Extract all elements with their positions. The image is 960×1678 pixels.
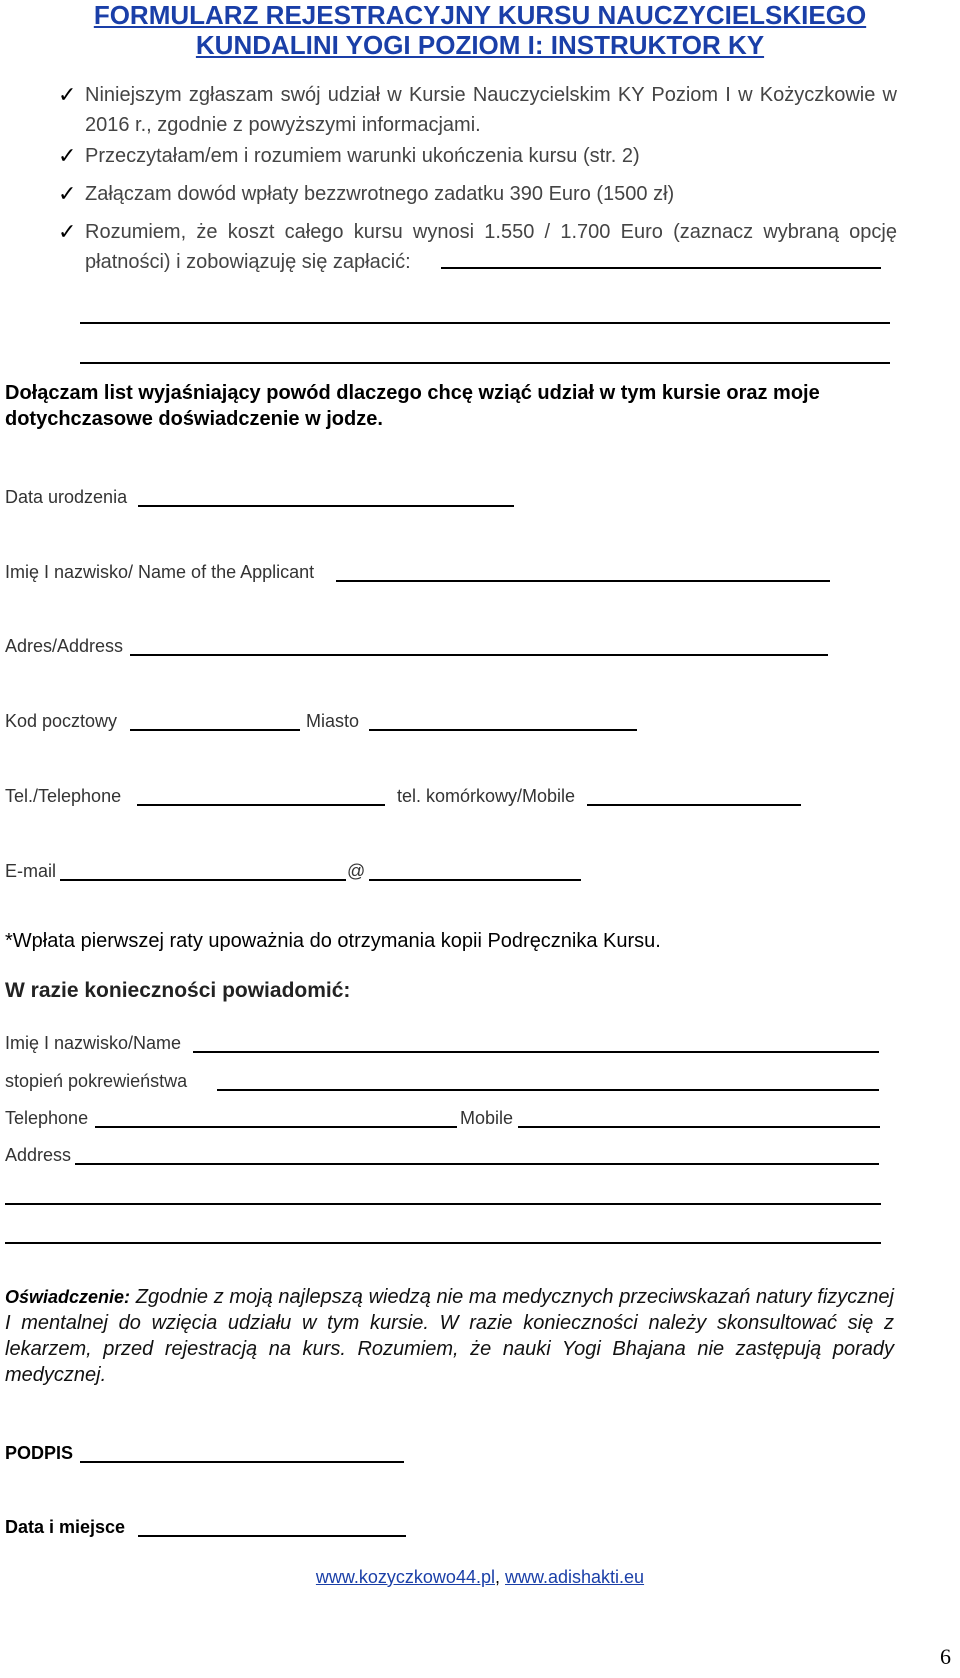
telephone-field[interactable] (137, 804, 385, 806)
checkmark-icon: ✓ (58, 181, 77, 206)
email-domain-field[interactable] (369, 879, 581, 881)
declaration-label: Oświadczenie: (5, 1287, 131, 1307)
emergency-name-label: Imię I nazwisko/Name (5, 1033, 182, 1053)
birth-date-label: Data urodzenia (5, 487, 128, 507)
relation-label: stopień pokrewieństwa (5, 1071, 188, 1091)
emergency-address-line-3[interactable] (5, 1242, 881, 1244)
applicant-name-field[interactable] (336, 580, 830, 582)
signature-label: PODPIS (5, 1443, 74, 1463)
form-title-line2: KUNDALINI YOGI POZIOM I: INSTRUKTOR KY (195, 30, 765, 60)
website-link-adishakti[interactable]: www.adishakti.eu (505, 1567, 645, 1587)
address-label: Adres/Address (5, 636, 124, 656)
address-field[interactable] (130, 654, 828, 656)
at-sign: @ (347, 861, 366, 881)
emergency-mobile-label: Mobile (460, 1108, 514, 1128)
city-field[interactable] (369, 729, 637, 731)
footer-links (0, 1567, 960, 1588)
letter-note: Dołączam list wyjaśniający powód dlaczego chcę wziąć udział w tym kursie oraz moje dotychczasowe doświadczenie w jodze. (5, 382, 820, 430)
checklist-item-registration: Niniejszym zgłaszam swój udział w Kursie Nauczycielskim KY Poziom I w Kożyczkowie w 2016 r., zgodnie z powyższymi informacjami. (85, 84, 897, 136)
emergency-address-field[interactable] (75, 1163, 879, 1165)
telephone-label: Tel./Telephone (5, 786, 122, 806)
installment-note: *Wpłata pierwszej raty upoważnia do otrzymania kopii Podręcznika Kursu. (5, 930, 661, 952)
checklist-item-cost: Rozumiem, że koszt całego kursu wynosi 1.550 / 1.700 Euro (zaznacz wybraną opcję płatności) i zobowiązuję się zapłacić: (85, 221, 897, 273)
checkmark-icon: ✓ (58, 219, 77, 244)
checklist-item-terms: Przeczytałam/em i rozumiem warunki ukończenia kursu (str. 2) (85, 145, 640, 167)
payment-line-1[interactable] (441, 267, 881, 269)
declaration (5, 1284, 894, 1388)
city-label: Miasto (306, 711, 360, 731)
emergency-telephone-label: Telephone (5, 1108, 89, 1128)
signature-field[interactable] (80, 1461, 404, 1463)
emergency-mobile-field[interactable] (518, 1126, 880, 1128)
footer-separator: , (494, 1567, 505, 1587)
emergency-address-line-2[interactable] (5, 1203, 881, 1205)
checkmark-icon: ✓ (58, 143, 77, 168)
payment-line-2[interactable] (80, 322, 890, 324)
declaration-text: Zgodnie z moją najlepszą wiedzą nie ma medycznych przeciwskazań natury fizycznej I mentalnej do wzięcia udziału w tym kursie. W razie konieczności należy skonsultować się z lekarzem, przed rejestracją na kurs. Rozumiem, że nauki Yogi Bhajana nie zastępują porady medycznej. (5, 1286, 894, 1386)
checklist-item-deposit: Załączam dowód wpłaty bezzwrotnego zadatku 390 Euro (1500 zł) (85, 183, 675, 205)
emergency-name-field[interactable] (193, 1051, 879, 1053)
date-place-field[interactable] (138, 1535, 406, 1537)
emergency-telephone-field[interactable] (95, 1126, 457, 1128)
applicant-name-label: Imię I nazwisko/ Name of the Applicant (5, 562, 315, 582)
emergency-address-label: Address (5, 1145, 72, 1165)
checkmark-icon: ✓ (58, 82, 77, 107)
website-link-kozyczkowo[interactable]: www.kozyczkowo44.pl (315, 1567, 495, 1587)
mobile-field[interactable] (587, 804, 801, 806)
form-title-line1: FORMULARZ REJESTRACYJNY KURSU NAUCZYCIELSKIEGO (93, 0, 867, 30)
postal-code-field[interactable] (130, 729, 300, 731)
page-number: 6 (940, 1644, 951, 1669)
mobile-label: tel. komórkowy/Mobile (397, 786, 576, 806)
payment-line-3[interactable] (80, 362, 890, 364)
email-user-field[interactable] (60, 879, 346, 881)
postal-code-label: Kod pocztowy (5, 711, 118, 731)
email-label: E-mail (5, 861, 57, 881)
date-place-label: Data i miejsce (5, 1517, 126, 1537)
birth-date-field[interactable] (138, 505, 514, 507)
emergency-heading: W razie konieczności powiadomić: (5, 979, 351, 1002)
relation-field[interactable] (217, 1089, 879, 1091)
